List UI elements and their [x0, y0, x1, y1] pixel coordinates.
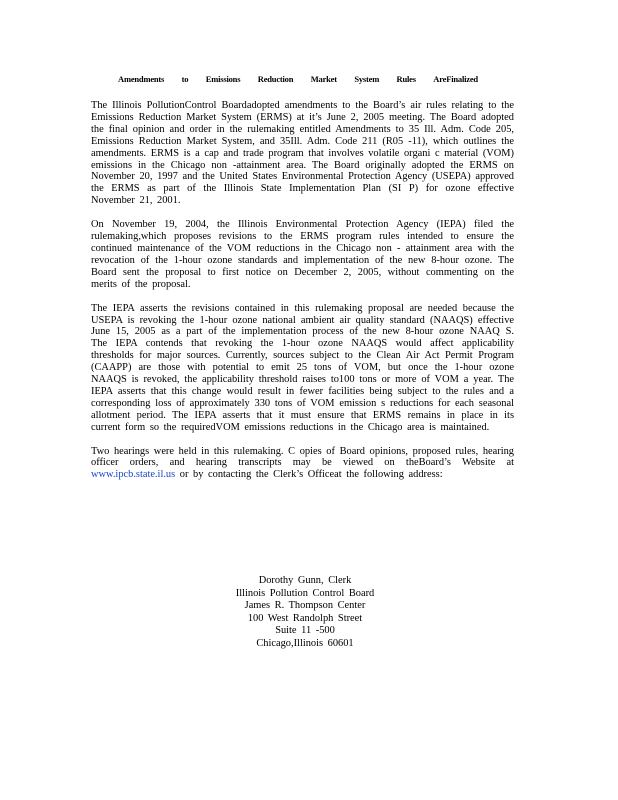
title-word: Emissions [205, 74, 241, 84]
title-word: Amendments [118, 74, 165, 84]
address-line-suite: Suite 11 -500 [275, 625, 335, 636]
address-line-city: Chicago,Illinois 60601 [256, 637, 354, 649]
address-line-building: James R. Thompson Center [244, 600, 366, 611]
title-word: to [181, 74, 189, 84]
address-line-street: 100 West Randolph Street [247, 612, 363, 624]
title-word: Reduction [257, 74, 294, 84]
document-title [118, 74, 478, 84]
document-body [91, 100, 514, 481]
address-line-name: Dorothy Gunn, Clerk [258, 575, 352, 586]
title-word: Market [310, 74, 337, 84]
clerk-address-block [200, 575, 410, 650]
board-website-link[interactable]: www.ipcb.state.il.us [91, 469, 176, 481]
title-word: AreFinalized [433, 74, 478, 84]
paragraph-hearings [91, 446, 514, 482]
title-word: Rules [396, 74, 416, 84]
paragraph-erms-adoption: The Illinois PollutionControl Boardadopted amendments to the Board’s air rules relating to the Emissions Reduction Market System (ERMS) at it’s June 2, 2005 meeting. The Board adopted the final opinion and order in the rulemaking entitled Amendments to 35 Ill. Adm. Code 205, Emissions Reduction Market System, and 35Ill. Adm. Code 211 (R05 -11), which outlines the amendments. ERMS is a cap and trade program that involves volatile organi c material (VOM) emissions in the Chicago non -attainment area. The Board originally adopted the ERMS on November 20, 1997 and the United States Environmental Protection Agency (USEPA) approved the ERMS as part of the Illinois State Implementation Plan (SI P) for ozone effective November 21, 2001. [91, 100, 514, 207]
paragraph-iepa-assertions: The IEPA asserts the revisions contained in this rulemaking proposal are needed because the USEPA is revoking the 1-hour ozone national ambient air quality standard (NAAQS) effective June 15, 2005 as a part of the implementation process of the new 8-hour ozone NAAQ S. The IEPA contends that revoking the 1-hour ozone NAAQS would affect applicability thresholds for major sources. Currently, sources subject to the Clean Air Act Permit Program (CAAPP) are those with potential to emit 25 tons of VOM, but once the 1-hour ozone NAAQS is revoked, the applicability threshold raises to100 tons or more of VOM a year. The IEPA asserts that this change would result in fewer facilities being subject to the rules and a corresponding loss of approximately 330 tons of VOM emission s reductions for each seasonal allotment period. The IEPA asserts that it must ensure that ERMS remains in place in its current form so the requiredVOM emissions reductions in the Chicago area is maintained. [91, 302, 514, 433]
address-line-organization: Illinois Pollution Control Board [235, 587, 375, 599]
hearings-text-end: or by contacting the Clerk’s Officeat the following address: [175, 469, 443, 481]
paragraph-iepa-filing: On November 19, 2004, the Illinois Environmental Protection Agency (IEPA) filed the rulemaking,which proposes revisions to the ERMS program rules intended to ensure the continued maintenance of the VOM reductions in the Chicago non - attainment area with the revocation of the 1-hour ozone standards and implementation of the new 8-hour ozone. The Board sent the proposal to first notice on December 2, 2005, without commenting on the merits of the proposal. [91, 219, 514, 290]
hearings-text-start: Two hearings were held in this rulemaking. C opies of Board opinions, proposed rules, hearing officer orders, and hearing transcripts may be viewed on theBoard’s Website at [91, 445, 514, 469]
title-word: System [354, 74, 380, 84]
